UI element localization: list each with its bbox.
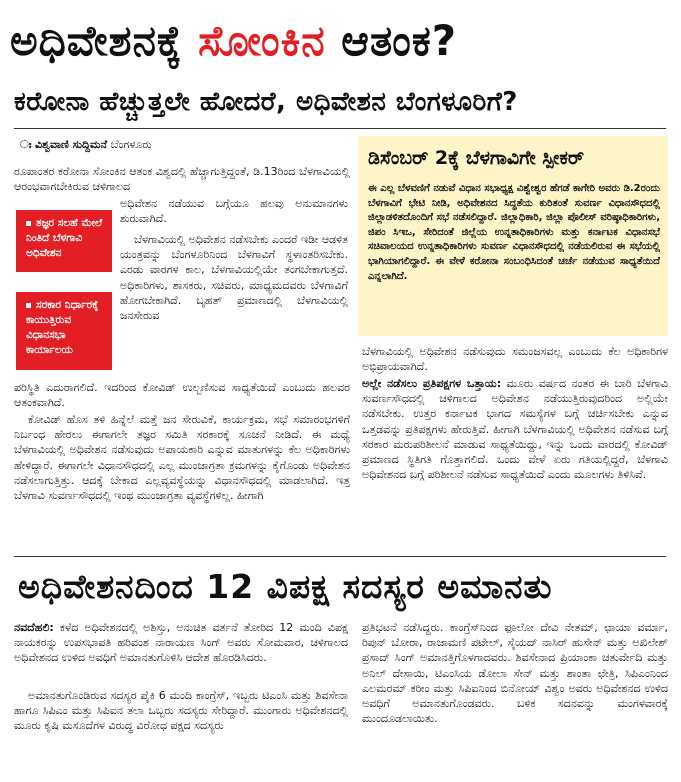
article2-dateline: ನವದೆಹಲಿ: xyxy=(14,621,54,634)
article2-col2-p1: ಪ್ರತಿಭಟನೆ ನಡೆಸಿದ್ದರು. ಕಾಂಗ್ರೆಸ್‌ನಿಂದ ಫೂಲೋ ದೇವಿ ನೇತಮ್, ಛಾಯಾ ವರ್ಮಾ, ರಿಪುನ್ ಬೋರಾ, ರಾಜಾಮಣಿ ಪಟೇಲ್, ಸೈಯದ್ ನಾಸಿರ್ ಹುಸೇನ್ ಮತ್ತು ಅಖಿಲೇಶ್ ಪ್ರಸಾದ್ ಸಿಂಗ್ ಅಮಾನತ್ತಿಗೊಳಗಾದವರು. ಶಿವಸೇನಾದ ಪ್ರಿಯಾಂಕಾ ಚತುರ್ವೇದಿ ಮತ್ತು ಅನಿಲ್ ದೇಸಾಯಿ, ಟಿಎಂಸಿಯ ಡೋಲಾ ಸೇನ್ ಮತ್ತು ಶಾಂತಾ ಛೇತ್ರಿ, ಸಿಪಿಎಂನಿಂದ ಎಲಮರಮ್ ಕರೀಂ ಮತ್ತು ಸಿಪಿಐನಿಂದ ಬಿನೋಯ್ ವಿಶ್ವಂ ಅವರು ಅಧಿವೇಶನದ ಉಳಿದ ಅವಧಿಗೆ ಅಮಾನತುಗೊಂಡವರು. ಬಳಿಕ ಸದನವನ್ನು ಮಂಗಳವಾರಕ್ಕೆ ಮುಂದೂಡಲಾಯಿತು. xyxy=(362,621,668,726)
article1-col2-p2-text: ಮೂರು ವರ್ಷದ ನಂತರ ಈ ಬಾರಿ ಬೆಳಗಾವಿ ಸುವರ್ಣಸೌಧದಲ್ಲಿ ಚಳಿಗಾಲದ ಅಧಿವೇಶನ ನಡೆಯುತ್ತಿರುವುದರಿಂದ ಅಲ್ಲಿಯೇ ನಡೆಸಬೇಕು. ಉತ್ತರ ಕರ್ನಾಟಕ ಭಾಗದ ಸಮಸ್ಯೆಗಳ ಬಗ್ಗೆ ಚರ್ಚಿಸಬೇಕು ಎನ್ನುವ ಒತ್ತಡವನ್ನು ಪ್ರತಿಪಕ್ಷಗಳು ಹೇರುತ್ತಿವೆ. ಹೀಗಾಗಿ ಬೆಳಗಾವಿಯಲ್ಲಿ ಅಧಿವೇಶನ ನಡೆಸುವ ಬಗ್ಗೆ ಸರಕಾರ ಮರುಪರಿಶೀಲನೆ ಮಾಡುವ ಸಾಧ್ಯತೆಯಿದ್ದು, ಇನ್ನು ಒಂದು ವಾರದಲ್ಲಿ ಕೋವಿಡ್ ಪ್ರಮಾಣದ ಸ್ಥಿತಿಗತಿ ಗೊತ್ತಾಗಲಿದೆ. ಒಂದು ವೇಳೆ ಏರು ಗತಿಯಲ್ಲಿದ್ದರೆ, ಬೆಳಗಾವಿ ಅಧಿವೇಶನದ ಬಗ್ಗೆ ಪರಿಶೀಲನೆ ನಡೆಸುವ ಸಾಧ್ಯತೆಯಿದೆ ಎಂದು ಮೂಲಗಳು ತಿಳಿಸಿವೆ. xyxy=(362,377,668,482)
sidebar-text: ಈ ಎಲ್ಲ ಬೆಳವಣಿಗೆ ನಡುವೆ ವಿಧಾನ ಸಭಾಧ್ಯಕ್ಷ ವಿಶ್ವೇಶ್ವರ ಹೆಗಡೆ ಕಾಗೇರಿ ಅವರು ಡಿ.2ರಂದು ಬೆಳಗಾವಿಗೆ ಭೇಟಿ ನೀಡಿ, ಅಧಿವೇಶನದ ಸಿದ್ಧತೆಯ ಕುರಿತಂತೆ ಸುವರ್ಣ ವಿಧಾನಸೌಧದಲ್ಲಿ ಜಿಲ್ಲಾಡಳಿತದೊಂದಿಗೆ ಸಭೆ ನಡೆಸಲಿದ್ದಾರೆ. ಜಿಲ್ಲಾಧಿಕಾರಿ, ಜಿಲ್ಲಾ ಪೊಲೀಸ್ ವರಿಷ್ಠಾಧಿಕಾರಿಗಳು, ಜಿಪಂ ಸಿಇಒ, ಸೇರಿದಂತೆ ಜಿಲ್ಲೆಯ ಉನ್ನತಾಧಿಕಾರಿಗಳು ಮತ್ತು ಕರ್ನಾಟಕ ವಿಧಾನಸಭೆ ಸಚಿವಾಲಯದ ಉನ್ನತಾಧಿಕಾರಿಗಳು ಸುವರ್ಣ ವಿಧಾನಸೌಧದಲ್ಲಿ ನಡೆಯಲಿರುವ ಈ ಸಭೆಯಲ್ಲಿ ಭಾಗಿಯಾಗಲಿದ್ದಾರೆ. ಈ ವೇಳೆ ಕರೋನಾ ಸಂಬಂಧಿಸಿದಂತೆ ಚರ್ಚೆ ನಡೆಯುವ ಸಾಧ್ಯತೆಯಿದೆ ಎನ್ನಲಾಗಿದೆ. xyxy=(368,183,660,282)
article2-col1-p1-text: ಕಳೆದ ಅಧಿವೇಶನದಲ್ಲಿ ಅಶಿಸ್ತು, ಅನುಚಿತ ವರ್ತನೆ ತೋರಿದ 12 ಮಂದಿ ವಿಪಕ್ಷ ನಾಯಕರನ್ನು ಉಪಸಭಾಪತಿ ಹರಿವಂಶ ನಾರಾಯಣ ಸಿಂಗ್ ಅವರು ಸೋಮವಾರ, ಚಳಿಗಾಲದ ಅಧಿವೇಶನದ ಉಳಿದ ಅವಧಿಗೆ ಅಮಾನತುಗೊಳಿಸಿ ಆದೇಶ ಹೊರಡಿಸಿದರು. xyxy=(14,621,348,665)
article1-col1-p2: ಬೆಳಗಾವಿಯಲ್ಲಿ ಅಧಿವೇಶನ ನಡೆಸಬೇಕು ಎಂದರೆ ಇಡೀ ಆಡಳಿತ ಯಂತ್ರವನ್ನು ಬೆಂಗಳೂರಿನಿಂದ ಬೆಳಗಾವಿಗೆ ಸ್ಥಳಾಂತರಿಸಬೇಕು. ಎರಡು ವಾರಗಳ ಕಾಲ, ಬೆಳಗಾವಿಯಲ್ಲಿಯೇ ತಂಗಬೇಕಾಗುತ್ತದೆ. ಅಧಿಕಾರಿಗಳು, ಶಾಸಕರು, ಸಚಿವರು, ಮಾಧ್ಯಮದವರು ಬೆಳಗಾವಿಗೆ ಹೋಗಬೇಕಾಗಿದೆ. ಬೃಹತ್ ಪ್ರಮಾಣದಲ್ಲಿ ಬೆಳಗಾವಿಯಲ್ಲಿ ಜನಸೇರುವ xyxy=(120,233,348,323)
bullet-dot-icon xyxy=(26,303,31,308)
article1-col2-p2 xyxy=(362,376,668,552)
article1-col1-p1: ಅಧಿವೇಶನ ನಡೆಯುವ ಬಗ್ಗೆಯೂ ಹಲವು ಅನುಮಾನಗಳು ಶುರುವಾಗಿದೆ. xyxy=(120,197,348,226)
article2-headline: ಅಧಿವೇಶನದಿಂದ 12 ವಿಪಕ್ಷ ಸದಸ್ಯರ ಅಮಾನತು xyxy=(18,567,553,606)
article1-subheading: ಅಲ್ಲೇ ನಡೆಸಲು ಪ್ರತಿಪಕ್ಷಗಳ ಒತ್ತಾಯ: xyxy=(362,377,502,390)
article1-intro: ರೂಪಾಂತರ ಕರೋನಾ ಸೋಂಕಿನ ಆತಂಕ ವಿಶ್ವದಲ್ಲಿ ಹೆಚ್ಚಾಗುತ್ತಿದ್ದಂತೆ, ಡಿ.13ರಿಂದ ಬೆಳಗಾವಿಯಲ್ಲಿ ಆರಂಭವಾಗಬೇಕಿರುವ ಚಳಿಗಾಲದ xyxy=(14,165,350,194)
sub-headline: ಕರೋನಾ ಹೆಚ್ಚುತ್ತಲೇ ಹೋದರೆ, ಅಧಿವೇಶನ ಬೆಂಗಳೂರಿಗೆ? xyxy=(14,87,518,117)
sidebar-title: ಡಿಸೆಂಬರ್ 2ಕ್ಕೆ ಬೆಳಗಾವಿಗೇ ಸ್ಪೀಕರ್ xyxy=(368,147,585,169)
bullet-text: ತಜ್ಞರ ಸಲಹೆ ಮೇಲೆ ನಿಂತಿದೆ ಬೆಳಗಾವಿ ಅಧಿವೇಶನ xyxy=(26,217,103,259)
bullet-dot-icon xyxy=(26,221,31,226)
byline xyxy=(20,138,152,152)
bullet-text: ಸರಕಾರ ನಿರ್ಧಾರಕ್ಕೆ ಕಾಯುತ್ತಿರುವ ವಿಧಾನಸಭಾ ಕಾರ್ಯಾಲಯ xyxy=(26,299,99,356)
headline-divider xyxy=(14,128,666,129)
byline-name: ವಿಶ್ವವಾಣಿ ಸುದ್ದಿಮನೆ xyxy=(34,138,108,151)
headline-part3: ಆತಂಕ? xyxy=(341,16,458,65)
article1-col2-p1: ಬೆಳಗಾವಿಯಲ್ಲಿ ಅಧಿವೇಶನ ನಡೆಸುವುದು ಸಮಂಜಸವಲ್ಲ ಎಂಬುದು ಕೆಲ ಅಧಿಕಾರಿಗಳ ಅಭಿಪ್ರಾಯವಾಗಿದೆ. xyxy=(362,345,668,374)
article2-col1-p1 xyxy=(14,620,348,686)
article2-col1-p2: ಅಮಾನತುಗೊಂಡಿರುವ ಸದಸ್ಯರ ಪೈಕಿ 6 ಮಂದಿ ಕಾಂಗ್ರೆಸ್, ಇಬ್ಬರು ಟಿಎಂಸಿ ಮತ್ತು ಶಿವಸೇನಾ ಹಾಗೂ ಸಿಪಿಎಂ ಮತ್ತು ಸಿಪಿಐನ ತಲಾ ಒಬ್ಬರು ಸದಸ್ಯರು ಸೇರಿದ್ದಾರೆ. ಮುಂಗಾರು ಅಧಿವೇಶನದಲ್ಲಿ ಮೂರು ಕೃಷಿ ಮಸೂದೆಗಳ ವಿರುದ್ಧ ವಿರೋಧ ಪಕ್ಷದ ಸದಸ್ಯರು xyxy=(14,689,348,733)
headline-part2: ಸೋಂಕಿನ xyxy=(198,16,326,65)
byline-place: ಬೆಂಗಳೂರು xyxy=(110,138,152,151)
article1-col1-p4: ಕೋವಿಡ್ ಹೊಸ ತಳಿ ಹಿನ್ನೆಲೆ ಮತ್ತೆ ಜನ ಸೇರುವಿಕೆ, ಕಾರ್ಯಕ್ರಮ, ಸಭೆ ಸಮಾರಂಭಗಳಿಗೆ ನಿರ್ಬಂಧ ಹೇರಲು ಈಗಾಗಲೇ ತಜ್ಞರ ಸಮಿತಿ ಸರಕಾರಕ್ಕೆ ಸೂಚನೆ ನೀಡಿದೆ. ಈ ಮಧ್ಯೆ ಬೆಳಗಾವಿಯಲ್ಲಿ ಅಧಿವೇಶನ ನಡೆಸುವುದು ಅಪಾಯಕಾರಿ ಎನ್ನುವ ಮಾತುಗಳನ್ನು ಕೆಲ ಅಧಿಕಾರಿಗಳು ಹೇಳಿದ್ದಾರೆ. ಈಗಾಗಲೇ ವಿಧಾನಸೌಧದಲ್ಲಿ ಎಲ್ಲ ಮುಂಜಾಗ್ರತಾ ಕ್ರಮಗಳನ್ನು ಕೈಗೊಂಡು ಅಧಿವೇಶನ ನಡೆಸಲಾಗುತ್ತಿತ್ತು. ಆದಕ್ಕೆ ಬೇಕಾದ ಎಲ್ಲವ್ಯವಸ್ಥೆಯನ್ನು ವಿಧಾನಸೌಧದಲ್ಲಿ ಮಾಡಲಾಗಿದೆ. ಇತ್ತ ಬೆಳಗಾವಿ ಸುವರ್ಣಸೌಧದಲ್ಲಿ ಇಂಥ ಮುಂಜಾಗ್ರತಾ ವ್ಯವಸ್ಥೆಗಳಿಲ್ಲ. ಹೀಗಾಗಿ xyxy=(14,413,350,503)
headline-part1: ಅಧಿವೇಶನಕ್ಕೆ xyxy=(10,16,183,65)
article-divider xyxy=(14,556,666,557)
byline-icon: ಃ xyxy=(20,138,32,151)
bullet-2 xyxy=(16,292,112,370)
main-headline xyxy=(10,14,670,68)
article1-col1-p3: ಪರಿಸ್ಥಿತಿ ಎದುರಾಗಲಿದೆ. ಇದರಿಂದ ಕೋವಿಡ್ ಉಲ್ಬಣಿಸುವ ಸಾಧ್ಯತೆಯಿದೆ ಎಂಬುದು ಹಲವರ ಆತಂಕವಾಗಿದೆ. xyxy=(14,381,350,410)
bullet-1 xyxy=(16,210,112,272)
